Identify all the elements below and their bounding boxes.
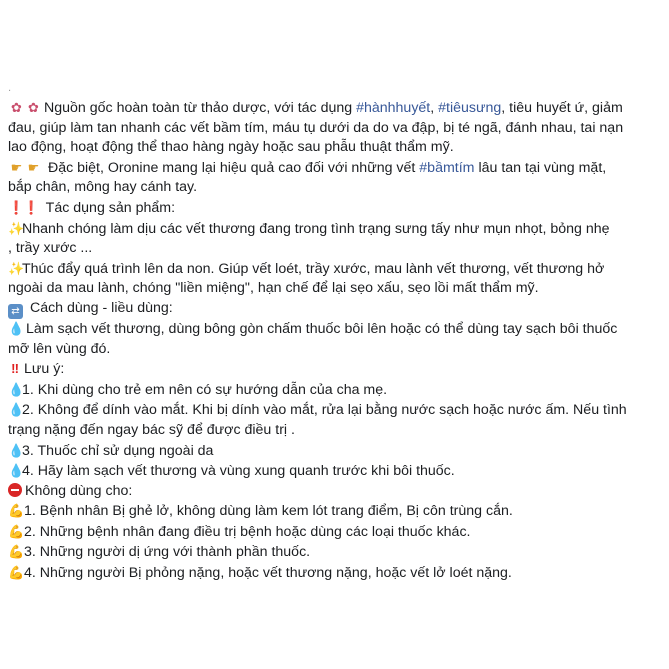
effects-heading-text: Tác dụng sản phẩm:	[42, 199, 176, 216]
intro-line-1	[8, 98, 660, 119]
hashtag-bamtim[interactable]: #bầmtím	[419, 159, 475, 176]
usage-heading	[8, 299, 660, 319]
contra-3	[8, 542, 660, 563]
red-exclamation-icon: ❗	[23, 199, 40, 215]
intro-text: Nguồn gốc hoàn toàn từ thảo dược, với tác dụng	[44, 100, 357, 116]
note-3	[8, 441, 660, 462]
note-heading-text: Lưu ý:	[24, 361, 65, 378]
sparkles-icon: ✨	[8, 260, 25, 276]
highlight-text: lâu tan tại vùng mặt,	[474, 159, 607, 176]
red-exclamation-icon: ❗	[8, 199, 25, 215]
contra-3-text: 3. Những người dị ứng với thành phần thuốc.	[24, 544, 311, 561]
effect-2-line-2: ngoài da mau lành, chóng "liền miệng", hạn chế để lại sẹo xấu, sẹo lồi mất thẩm mỹ.	[8, 280, 539, 297]
flower-icon: ✿	[11, 100, 22, 115]
usage-line-2: mỡ lên vùng đó.	[8, 340, 111, 357]
contra-2	[8, 522, 660, 543]
usage-text: Làm sạch vết thương, dùng bông gòn chấm thuốc bôi lên hoặc có thể dùng tay sạch bôi thuốc	[22, 320, 618, 337]
note-4-text: 4. Hãy làm sạch vết thương và vùng xung quanh trước khi bôi thuốc.	[22, 463, 455, 480]
intro-line-3: lao động, hoạt động thể thao hàng ngày hoặc sau phẫu thuật thẩm mỹ.	[8, 139, 454, 156]
note-3-text: 3. Thuốc chỉ sử dụng ngoài da	[22, 442, 214, 459]
contra-4	[8, 563, 660, 584]
flexed-arm-icon: 💪	[8, 503, 25, 519]
no-entry-icon	[8, 483, 22, 497]
contra-heading	[8, 482, 660, 502]
droplet-icon: 💧	[8, 402, 25, 418]
contra-1	[8, 501, 660, 522]
double-exclamation-icon: ‼	[11, 361, 19, 377]
shuffle-icon: ⇄	[8, 304, 23, 319]
pointing-hand-icon: ☛	[10, 159, 23, 175]
contra-heading-text: Không dùng cho:	[25, 482, 133, 499]
truncated-line-marker: ‧	[8, 86, 12, 97]
contra-2-text: 2. Những bệnh nhân đang điều trị bệnh hoặc dùng các loại thuốc khác.	[24, 523, 471, 540]
note-1	[8, 380, 660, 401]
intro-line-2: đau, giúp làm tan nhanh các vết bầm tím, máu tụ dưới da do va đập, bị té ngã, đánh nhau, tai nạn	[8, 119, 624, 136]
droplet-icon: 💧	[8, 442, 25, 458]
effect-1-line-1	[8, 219, 660, 240]
note-2-line-1	[8, 400, 660, 421]
usage-line-1	[8, 319, 660, 340]
contra-1-text: 1. Bệnh nhân Bị ghẻ lở, không dùng làm kem lót trang điểm, Bị côn trùng cắn.	[24, 503, 513, 520]
usage-heading-text: Cách dùng - liều dùng:	[26, 299, 173, 316]
intro-text: , tiêu huyết ứ, giảm	[501, 100, 623, 116]
flexed-arm-icon: 💪	[8, 565, 25, 581]
note-4	[8, 461, 660, 482]
note-2-line-2: trạng nặng đến ngay bác sỹ để được điều trị .	[8, 421, 295, 438]
flexed-arm-icon: 💪	[8, 544, 25, 560]
pointing-hand-icon: ☛	[27, 159, 40, 175]
flower-icon: ✿	[28, 100, 39, 115]
droplet-icon: 💧	[8, 320, 25, 336]
flexed-arm-icon: 💪	[8, 523, 25, 539]
sparkles-icon: ✨	[8, 220, 25, 236]
effect-1-text: Nhanh chóng làm dịu các vết thương đang trong tình trạng sưng tấy như mụn nhọt, bỏng nhẹ	[22, 220, 610, 237]
highlight-text: Đặc biệt, Oronine mang lại hiệu quả cao đối với những vết	[44, 159, 420, 176]
effect-2-text: Thúc đẩy quá trình lên da non. Giúp vết loét, trầy xước, mau lành vết thương, vết thương hở	[22, 260, 605, 277]
droplet-icon: 💧	[8, 463, 25, 479]
effect-2-line-1	[8, 259, 660, 280]
hashtag-tieusung[interactable]: #tiêusưng	[438, 100, 502, 116]
contra-4-text: 4. Những người Bị phỏng nặng, hoặc vết thương nặng, hoặc vết lở loét nặng.	[24, 565, 512, 582]
droplet-icon: 💧	[8, 381, 25, 397]
highlight-line-2: bắp chân, mông hay cánh tay.	[8, 179, 198, 196]
highlight-line-1	[8, 158, 660, 179]
hashtag-hanhhuyet[interactable]: #hànhhuyết	[356, 100, 431, 116]
note-heading	[8, 359, 660, 380]
note-2-text: 2. Không để dính vào mắt. Khi bị dính vào mắt, rửa lại bằng nước sạch hoặc nước ấm. Nếu tình	[22, 402, 627, 419]
note-1-text: 1. Khi dùng cho trẻ em nên có sự hướng dẫn của cha mẹ.	[22, 381, 388, 398]
post-body	[8, 98, 660, 584]
effect-1-line-2: , trầy xước ...	[8, 240, 93, 257]
effects-heading	[8, 198, 660, 219]
separator: ,	[430, 100, 439, 116]
